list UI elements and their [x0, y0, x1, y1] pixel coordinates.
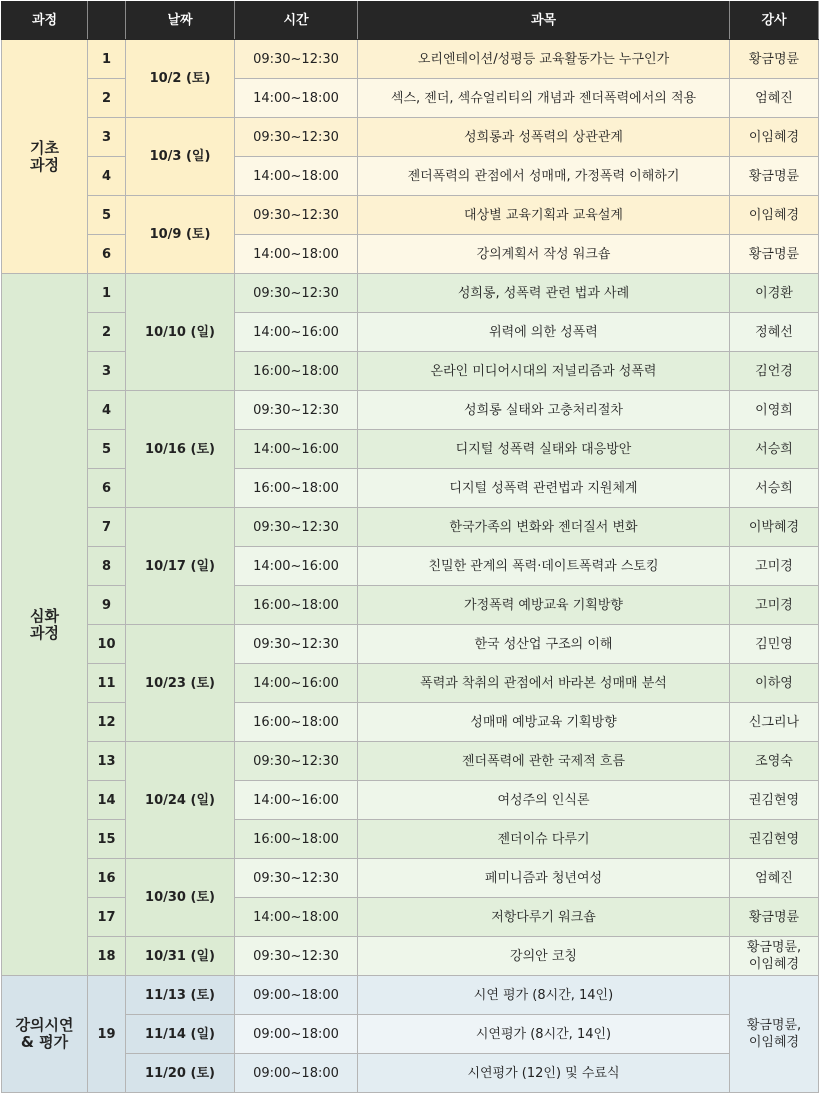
header-time: 시간 — [235, 2, 358, 40]
session-subject: 폭력과 착취의 관점에서 바라본 성매매 분석 — [358, 664, 730, 703]
session-number: 14 — [88, 781, 126, 820]
table-row — [2, 976, 819, 1015]
header-row — [2, 2, 819, 40]
session-subject: 친밀한 관계의 폭력·데이트폭력과 스토킹 — [358, 547, 730, 586]
schedule-table — [1, 1, 819, 1093]
session-instructor: 정혜선 — [730, 313, 819, 352]
session-time: 09:30~12:30 — [235, 274, 358, 313]
session-date: 10/9 (토) — [126, 196, 235, 274]
session-instructor: 황금명륜 — [730, 235, 819, 274]
session-number: 2 — [88, 313, 126, 352]
session-number: 16 — [88, 859, 126, 898]
table-row — [2, 274, 819, 313]
session-subject: 대상별 교육기획과 교육설계 — [358, 196, 730, 235]
session-time: 14:00~16:00 — [235, 781, 358, 820]
table-row — [2, 547, 819, 586]
session-number: 9 — [88, 586, 126, 625]
session-time: 14:00~16:00 — [235, 313, 358, 352]
header-course: 과정 — [2, 2, 88, 40]
session-subject: 강의계획서 작성 워크숍 — [358, 235, 730, 274]
session-number: 6 — [88, 469, 126, 508]
session-subject: 성희롱 실태와 고충처리절차 — [358, 391, 730, 430]
session-instructor — [730, 937, 819, 976]
session-date: 11/20 (토) — [126, 1054, 235, 1093]
session-number: 11 — [88, 664, 126, 703]
table-row — [2, 196, 819, 235]
session-time: 09:30~12:30 — [235, 40, 358, 79]
instructor-line: 황금명륜, — [746, 1018, 802, 1033]
session-subject: 젠더이슈 다루기 — [358, 820, 730, 859]
session-instructor: 이임혜경 — [730, 118, 819, 157]
session-subject: 한국가족의 변화와 젠더질서 변화 — [358, 508, 730, 547]
session-subject: 성매매 예방교육 기획방향 — [358, 703, 730, 742]
session-instructor: 고미경 — [730, 547, 819, 586]
course-name-basic — [2, 40, 88, 274]
session-number: 3 — [88, 118, 126, 157]
table-row — [2, 40, 819, 79]
session-instructor: 엄혜진 — [730, 79, 819, 118]
course-name-line: 과정 — [30, 623, 59, 642]
session-number: 3 — [88, 352, 126, 391]
session-subject: 성희롱, 성폭력 관련 법과 사례 — [358, 274, 730, 313]
table-row — [2, 391, 819, 430]
header-number — [88, 2, 126, 40]
session-time: 14:00~18:00 — [235, 235, 358, 274]
header-date: 날짜 — [126, 2, 235, 40]
session-date: 10/16 (토) — [126, 391, 235, 508]
session-instructor: 황금명륜 — [730, 40, 819, 79]
session-date: 10/17 (일) — [126, 508, 235, 625]
session-date: 10/2 (토) — [126, 40, 235, 118]
session-time: 09:30~12:30 — [235, 508, 358, 547]
session-time: 09:30~12:30 — [235, 391, 358, 430]
session-number: 4 — [88, 391, 126, 430]
session-number: 13 — [88, 742, 126, 781]
session-instructor: 권김현영 — [730, 820, 819, 859]
session-subject: 시연평가 (12인) 및 수료식 — [358, 1054, 730, 1093]
session-time: 09:00~18:00 — [235, 1054, 358, 1093]
session-subject: 위력에 의한 성폭력 — [358, 313, 730, 352]
session-number: 1 — [88, 40, 126, 79]
table-row — [2, 664, 819, 703]
course-name-demo — [2, 976, 88, 1093]
session-time: 09:00~18:00 — [235, 976, 358, 1015]
session-subject: 젠더폭력에 관한 국제적 흐름 — [358, 742, 730, 781]
session-time: 14:00~18:00 — [235, 79, 358, 118]
session-instructor: 김민영 — [730, 625, 819, 664]
session-instructor: 이박혜경 — [730, 508, 819, 547]
session-subject: 섹스, 젠더, 섹슈얼리티의 개념과 젠더폭력에서의 적용 — [358, 79, 730, 118]
session-date: 11/13 (토) — [126, 976, 235, 1015]
table-row — [2, 157, 819, 196]
table-row — [2, 820, 819, 859]
session-subject: 디지털 성폭력 관련법과 지원체계 — [358, 469, 730, 508]
session-date: 10/10 (일) — [126, 274, 235, 391]
session-instructor: 고미경 — [730, 586, 819, 625]
table-row — [2, 508, 819, 547]
course-name-line: 기초 — [30, 138, 59, 157]
session-time: 09:30~12:30 — [235, 196, 358, 235]
session-subject: 저항다루기 워크숍 — [358, 898, 730, 937]
table-row — [2, 937, 819, 976]
session-date: 10/31 (일) — [126, 937, 235, 976]
session-subject: 강의안 코칭 — [358, 937, 730, 976]
session-instructor: 서승희 — [730, 469, 819, 508]
session-subject: 시연평가 (8시간, 14인) — [358, 1015, 730, 1054]
session-time: 16:00~18:00 — [235, 352, 358, 391]
session-instructor: 조영숙 — [730, 742, 819, 781]
table-row — [2, 625, 819, 664]
session-number: 5 — [88, 430, 126, 469]
session-subject: 온라인 미디어시대의 저널리즘과 성폭력 — [358, 352, 730, 391]
session-time: 09:30~12:30 — [235, 859, 358, 898]
session-instructor: 이하영 — [730, 664, 819, 703]
course-name-advanced — [2, 274, 88, 976]
session-number: 15 — [88, 820, 126, 859]
instructor-line: 황금명륜, — [746, 940, 802, 955]
session-date: 10/3 (일) — [126, 118, 235, 196]
session-time: 14:00~18:00 — [235, 898, 358, 937]
table-row — [2, 781, 819, 820]
session-instructor: 신그리나 — [730, 703, 819, 742]
session-time: 14:00~16:00 — [235, 664, 358, 703]
session-time: 09:30~12:30 — [235, 742, 358, 781]
table-row — [2, 586, 819, 625]
session-time: 14:00~18:00 — [235, 157, 358, 196]
table-row — [2, 742, 819, 781]
session-time: 16:00~18:00 — [235, 703, 358, 742]
session-instructor: 이경환 — [730, 274, 819, 313]
session-number: 12 — [88, 703, 126, 742]
session-subject: 한국 성산업 구조의 이해 — [358, 625, 730, 664]
session-subject: 페미니즘과 청년여성 — [358, 859, 730, 898]
session-time: 16:00~18:00 — [235, 469, 358, 508]
session-number: 4 — [88, 157, 126, 196]
session-number: 5 — [88, 196, 126, 235]
table-row — [2, 79, 819, 118]
session-instructor: 황금명륜 — [730, 898, 819, 937]
session-subject: 가정폭력 예방교육 기획방향 — [358, 586, 730, 625]
table-row — [2, 118, 819, 157]
session-instructor: 이영희 — [730, 391, 819, 430]
session-number: 17 — [88, 898, 126, 937]
session-subject: 오리엔테이션/성평등 교육활동가는 누구인가 — [358, 40, 730, 79]
table-row — [2, 469, 819, 508]
course-name-line: & 평가 — [20, 1033, 69, 1051]
header-instructor: 강사 — [730, 2, 819, 40]
session-subject: 성희롱과 성폭력의 상관관계 — [358, 118, 730, 157]
session-instructor: 김언경 — [730, 352, 819, 391]
session-number: 2 — [88, 79, 126, 118]
session-time: 14:00~16:00 — [235, 430, 358, 469]
table-row — [2, 859, 819, 898]
table-row — [2, 352, 819, 391]
session-number: 1 — [88, 274, 126, 313]
session-number: 19 — [88, 976, 126, 1093]
session-time: 09:30~12:30 — [235, 937, 358, 976]
session-instructor: 이임혜경 — [730, 196, 819, 235]
session-subject: 디지털 성폭력 실태와 대응방안 — [358, 430, 730, 469]
session-subject: 시연 평가 (8시간, 14인) — [358, 976, 730, 1015]
session-number: 18 — [88, 937, 126, 976]
session-instructor: 권김현영 — [730, 781, 819, 820]
session-time: 16:00~18:00 — [235, 820, 358, 859]
session-date: 10/23 (토) — [126, 625, 235, 742]
table-row — [2, 703, 819, 742]
course-name-line: 과정 — [30, 155, 59, 174]
header-subject: 과목 — [358, 2, 730, 40]
session-subject: 젠더폭력의 관점에서 성매매, 가정폭력 이해하기 — [358, 157, 730, 196]
course-name-line: 강의시연 — [15, 1016, 74, 1034]
course-name-line: 심화 — [30, 606, 59, 625]
session-time: 16:00~18:00 — [235, 586, 358, 625]
table-row — [2, 430, 819, 469]
table-row — [2, 235, 819, 274]
session-instructor: 엄혜진 — [730, 859, 819, 898]
session-subject: 여성주의 인식론 — [358, 781, 730, 820]
session-date: 10/30 (토) — [126, 859, 235, 937]
session-number: 6 — [88, 235, 126, 274]
session-time: 14:00~16:00 — [235, 547, 358, 586]
session-time: 09:30~12:30 — [235, 625, 358, 664]
table-row — [2, 313, 819, 352]
instructor-line: 이임혜경 — [748, 957, 800, 972]
session-time: 09:30~12:30 — [235, 118, 358, 157]
session-instructor: 서승희 — [730, 430, 819, 469]
session-instructor — [730, 976, 819, 1093]
session-time: 09:00~18:00 — [235, 1015, 358, 1054]
session-number: 8 — [88, 547, 126, 586]
table-row — [2, 898, 819, 937]
session-instructor: 황금명륜 — [730, 157, 819, 196]
session-date: 10/24 (일) — [126, 742, 235, 859]
session-date: 11/14 (일) — [126, 1015, 235, 1054]
session-number: 7 — [88, 508, 126, 547]
session-number: 10 — [88, 625, 126, 664]
instructor-line: 이임혜경 — [748, 1035, 800, 1050]
